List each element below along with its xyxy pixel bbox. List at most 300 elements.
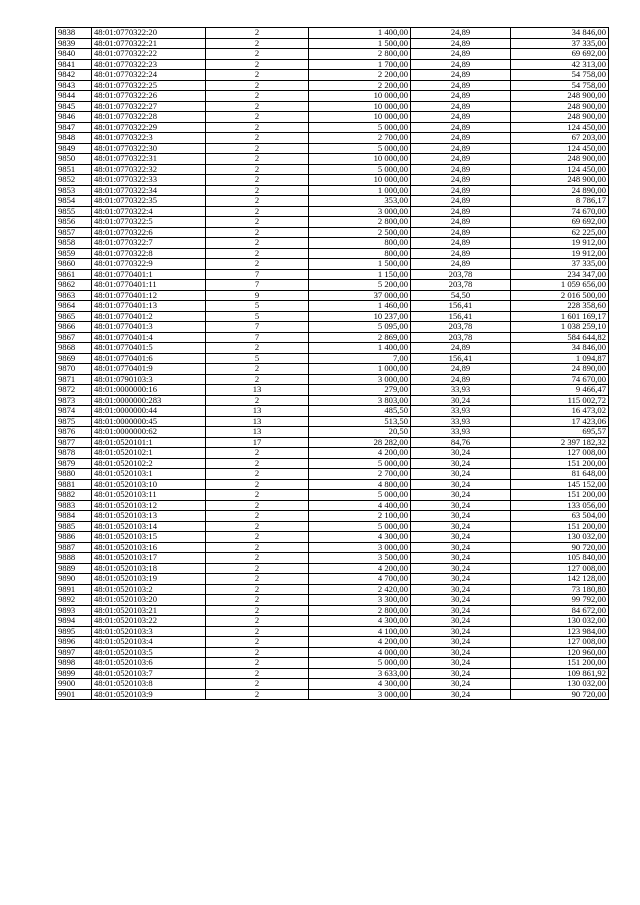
specific-value-cell: 24,89 bbox=[411, 227, 511, 238]
table-row bbox=[56, 248, 609, 259]
category-cell: 2 bbox=[206, 364, 309, 375]
cadastral-number-cell: 48:01:0770322:25 bbox=[92, 80, 206, 91]
cadastral-value-table bbox=[55, 27, 609, 700]
area-cell: 1 500,00 bbox=[309, 38, 411, 49]
area-cell: 2 700,00 bbox=[309, 469, 411, 480]
row-number-cell: 9861 bbox=[56, 269, 92, 280]
table-row bbox=[56, 616, 609, 627]
row-number-cell: 9872 bbox=[56, 385, 92, 396]
row-number-cell: 9880 bbox=[56, 469, 92, 480]
row-number-cell: 9851 bbox=[56, 164, 92, 175]
cadastral-number-cell: 48:01:0520103:13 bbox=[92, 511, 206, 522]
cadastral-number-cell: 48:01:0770401:2 bbox=[92, 311, 206, 322]
cadastral-value-cell: 127 008,00 bbox=[511, 448, 609, 459]
table-row bbox=[56, 553, 609, 564]
area-cell: 37 000,00 bbox=[309, 290, 411, 301]
cadastral-value-cell: 142 128,00 bbox=[511, 574, 609, 585]
row-number-cell: 9850 bbox=[56, 154, 92, 165]
specific-value-cell: 24,89 bbox=[411, 122, 511, 133]
cadastral-value-cell: 127 008,00 bbox=[511, 563, 609, 574]
cadastral-value-cell: 109 861,92 bbox=[511, 668, 609, 679]
cadastral-number-cell: 48:01:0770401:9 bbox=[92, 364, 206, 375]
category-cell: 2 bbox=[206, 112, 309, 123]
cadastral-value-cell: 123 984,00 bbox=[511, 626, 609, 637]
table-row bbox=[56, 605, 609, 616]
specific-value-cell: 24,89 bbox=[411, 164, 511, 175]
cadastral-number-cell: 48:01:0520103:6 bbox=[92, 658, 206, 669]
row-number-cell: 9888 bbox=[56, 553, 92, 564]
cadastral-value-cell: 2 016 500,00 bbox=[511, 290, 609, 301]
category-cell: 2 bbox=[206, 38, 309, 49]
area-cell: 4 300,00 bbox=[309, 532, 411, 543]
row-number-cell: 9901 bbox=[56, 689, 92, 700]
specific-value-cell: 24,89 bbox=[411, 154, 511, 165]
cadastral-number-cell: 48:01:0520103:12 bbox=[92, 500, 206, 511]
specific-value-cell: 30,24 bbox=[411, 458, 511, 469]
category-cell: 5 bbox=[206, 301, 309, 312]
cadastral-number-cell: 48:01:0520103:4 bbox=[92, 637, 206, 648]
area-cell: 3 500,00 bbox=[309, 553, 411, 564]
cadastral-number-cell: 48:01:0520103:17 bbox=[92, 553, 206, 564]
area-cell: 10 000,00 bbox=[309, 101, 411, 112]
category-cell: 7 bbox=[206, 269, 309, 280]
cadastral-value-cell: 248 900,00 bbox=[511, 175, 609, 186]
table-row bbox=[56, 101, 609, 112]
specific-value-cell: 30,24 bbox=[411, 658, 511, 669]
row-number-cell: 9874 bbox=[56, 406, 92, 417]
row-number-cell: 9881 bbox=[56, 479, 92, 490]
table-row bbox=[56, 269, 609, 280]
category-cell: 2 bbox=[206, 689, 309, 700]
area-cell: 2 700,00 bbox=[309, 133, 411, 144]
row-number-cell: 9870 bbox=[56, 364, 92, 375]
area-cell: 1 460,00 bbox=[309, 301, 411, 312]
row-number-cell: 9882 bbox=[56, 490, 92, 501]
category-cell: 2 bbox=[206, 574, 309, 585]
area-cell: 1 000,00 bbox=[309, 185, 411, 196]
table-row bbox=[56, 689, 609, 700]
table-row bbox=[56, 322, 609, 333]
cadastral-number-cell: 48:01:0770322:35 bbox=[92, 196, 206, 207]
area-cell: 2 200,00 bbox=[309, 70, 411, 81]
specific-value-cell: 30,24 bbox=[411, 605, 511, 616]
specific-value-cell: 30,24 bbox=[411, 521, 511, 532]
table-row bbox=[56, 185, 609, 196]
table-row bbox=[56, 658, 609, 669]
cadastral-value-cell: 130 032,00 bbox=[511, 679, 609, 690]
row-number-cell: 9892 bbox=[56, 595, 92, 606]
cadastral-value-cell: 37 335,00 bbox=[511, 259, 609, 270]
table-row bbox=[56, 395, 609, 406]
row-number-cell: 9866 bbox=[56, 322, 92, 333]
specific-value-cell: 24,89 bbox=[411, 112, 511, 123]
category-cell: 2 bbox=[206, 584, 309, 595]
category-cell: 13 bbox=[206, 406, 309, 417]
cadastral-number-cell: 48:01:0520103:3 bbox=[92, 626, 206, 637]
row-number-cell: 9860 bbox=[56, 259, 92, 270]
category-cell: 13 bbox=[206, 427, 309, 438]
row-number-cell: 9843 bbox=[56, 80, 92, 91]
table-row bbox=[56, 59, 609, 70]
specific-value-cell: 33,93 bbox=[411, 406, 511, 417]
cadastral-number-cell: 48:01:0770322:23 bbox=[92, 59, 206, 70]
category-cell: 2 bbox=[206, 542, 309, 553]
table-row bbox=[56, 416, 609, 427]
area-cell: 3 300,00 bbox=[309, 595, 411, 606]
specific-value-cell: 30,24 bbox=[411, 679, 511, 690]
area-cell: 800,00 bbox=[309, 238, 411, 249]
row-number-cell: 9877 bbox=[56, 437, 92, 448]
specific-value-cell: 30,24 bbox=[411, 637, 511, 648]
row-number-cell: 9884 bbox=[56, 511, 92, 522]
row-number-cell: 9864 bbox=[56, 301, 92, 312]
table-row bbox=[56, 479, 609, 490]
category-cell: 5 bbox=[206, 353, 309, 364]
category-cell: 2 bbox=[206, 164, 309, 175]
specific-value-cell: 33,93 bbox=[411, 427, 511, 438]
cadastral-number-cell: 48:01:0520103:15 bbox=[92, 532, 206, 543]
area-cell: 2 800,00 bbox=[309, 605, 411, 616]
cadastral-number-cell: 48:01:0520103:18 bbox=[92, 563, 206, 574]
area-cell: 4 300,00 bbox=[309, 616, 411, 627]
specific-value-cell: 30,24 bbox=[411, 574, 511, 585]
table-row bbox=[56, 626, 609, 637]
category-cell: 2 bbox=[206, 91, 309, 102]
table-row bbox=[56, 647, 609, 658]
area-cell: 5 000,00 bbox=[309, 458, 411, 469]
area-cell: 353,00 bbox=[309, 196, 411, 207]
cadastral-value-cell: 9 466,47 bbox=[511, 385, 609, 396]
cadastral-value-cell: 1 059 656,00 bbox=[511, 280, 609, 291]
specific-value-cell: 30,24 bbox=[411, 584, 511, 595]
table-row bbox=[56, 385, 609, 396]
table-row bbox=[56, 164, 609, 175]
cadastral-number-cell: 48:01:0790103:3 bbox=[92, 374, 206, 385]
row-number-cell: 9839 bbox=[56, 38, 92, 49]
cadastral-value-cell: 145 152,00 bbox=[511, 479, 609, 490]
cadastral-number-cell: 48:01:0520103:8 bbox=[92, 679, 206, 690]
cadastral-number-cell: 48:01:0520101:1 bbox=[92, 437, 206, 448]
cadastral-number-cell: 48:01:0770322:9 bbox=[92, 259, 206, 270]
cadastral-value-cell: 151 200,00 bbox=[511, 490, 609, 501]
cadastral-value-cell: 73 180,80 bbox=[511, 584, 609, 595]
area-cell: 2 800,00 bbox=[309, 49, 411, 60]
table-row bbox=[56, 374, 609, 385]
row-number-cell: 9879 bbox=[56, 458, 92, 469]
area-cell: 3 803,00 bbox=[309, 395, 411, 406]
cadastral-value-cell: 248 900,00 bbox=[511, 101, 609, 112]
cadastral-value-cell: 124 450,00 bbox=[511, 164, 609, 175]
row-number-cell: 9847 bbox=[56, 122, 92, 133]
cadastral-number-cell: 48:01:0520103:21 bbox=[92, 605, 206, 616]
table-row bbox=[56, 154, 609, 165]
specific-value-cell: 24,89 bbox=[411, 364, 511, 375]
cadastral-value-cell: 90 720,00 bbox=[511, 689, 609, 700]
cadastral-value-cell: 1 038 259,10 bbox=[511, 322, 609, 333]
table-row bbox=[56, 521, 609, 532]
row-number-cell: 9894 bbox=[56, 616, 92, 627]
cadastral-number-cell: 48:01:0770322:24 bbox=[92, 70, 206, 81]
row-number-cell: 9887 bbox=[56, 542, 92, 553]
category-cell: 2 bbox=[206, 80, 309, 91]
category-cell: 2 bbox=[206, 458, 309, 469]
cadastral-value-cell: 115 002,72 bbox=[511, 395, 609, 406]
cadastral-value-cell: 99 792,00 bbox=[511, 595, 609, 606]
category-cell: 2 bbox=[206, 647, 309, 658]
category-cell: 2 bbox=[206, 196, 309, 207]
specific-value-cell: 30,24 bbox=[411, 542, 511, 553]
cadastral-value-cell: 248 900,00 bbox=[511, 112, 609, 123]
area-cell: 5 000,00 bbox=[309, 143, 411, 154]
specific-value-cell: 30,24 bbox=[411, 668, 511, 679]
specific-value-cell: 24,89 bbox=[411, 91, 511, 102]
cadastral-number-cell: 48:01:0000000:62 bbox=[92, 427, 206, 438]
table-row bbox=[56, 406, 609, 417]
specific-value-cell: 30,24 bbox=[411, 500, 511, 511]
cadastral-value-cell: 151 200,00 bbox=[511, 521, 609, 532]
table-row bbox=[56, 574, 609, 585]
cadastral-number-cell: 48:01:0000000:45 bbox=[92, 416, 206, 427]
row-number-cell: 9849 bbox=[56, 143, 92, 154]
table-row bbox=[56, 584, 609, 595]
row-number-cell: 9893 bbox=[56, 605, 92, 616]
category-cell: 2 bbox=[206, 143, 309, 154]
cadastral-value-cell: 54 758,00 bbox=[511, 80, 609, 91]
specific-value-cell: 156,41 bbox=[411, 353, 511, 364]
cadastral-number-cell: 48:01:0520102:2 bbox=[92, 458, 206, 469]
row-number-cell: 9859 bbox=[56, 248, 92, 259]
cadastral-number-cell: 48:01:0770401:1 bbox=[92, 269, 206, 280]
table-row bbox=[56, 206, 609, 217]
row-number-cell: 9898 bbox=[56, 658, 92, 669]
category-cell: 2 bbox=[206, 490, 309, 501]
area-cell: 1 400,00 bbox=[309, 343, 411, 354]
cadastral-number-cell: 48:01:0770322:20 bbox=[92, 28, 206, 39]
cadastral-value-cell: 127 008,00 bbox=[511, 637, 609, 648]
cadastral-number-cell: 48:01:0520103:2 bbox=[92, 584, 206, 595]
area-cell: 2 420,00 bbox=[309, 584, 411, 595]
row-number-cell: 9838 bbox=[56, 28, 92, 39]
row-number-cell: 9856 bbox=[56, 217, 92, 228]
area-cell: 1 000,00 bbox=[309, 364, 411, 375]
area-cell: 4 200,00 bbox=[309, 448, 411, 459]
specific-value-cell: 24,89 bbox=[411, 143, 511, 154]
row-number-cell: 9869 bbox=[56, 353, 92, 364]
cadastral-number-cell: 48:01:0770401:3 bbox=[92, 322, 206, 333]
area-cell: 4 100,00 bbox=[309, 626, 411, 637]
row-number-cell: 9875 bbox=[56, 416, 92, 427]
area-cell: 10 000,00 bbox=[309, 112, 411, 123]
cadastral-number-cell: 48:01:0770322:30 bbox=[92, 143, 206, 154]
table-row bbox=[56, 490, 609, 501]
category-cell: 2 bbox=[206, 532, 309, 543]
row-number-cell: 9846 bbox=[56, 112, 92, 123]
row-number-cell: 9852 bbox=[56, 175, 92, 186]
row-number-cell: 9883 bbox=[56, 500, 92, 511]
specific-value-cell: 24,89 bbox=[411, 101, 511, 112]
table-row bbox=[56, 112, 609, 123]
area-cell: 4 300,00 bbox=[309, 679, 411, 690]
category-cell: 2 bbox=[206, 101, 309, 112]
specific-value-cell: 30,24 bbox=[411, 511, 511, 522]
specific-value-cell: 24,89 bbox=[411, 175, 511, 186]
cadastral-value-cell: 124 450,00 bbox=[511, 143, 609, 154]
category-cell: 2 bbox=[206, 227, 309, 238]
cadastral-value-cell: 234 347,00 bbox=[511, 269, 609, 280]
category-cell: 2 bbox=[206, 248, 309, 259]
cadastral-value-cell: 42 313,00 bbox=[511, 59, 609, 70]
row-number-cell: 9858 bbox=[56, 238, 92, 249]
table-row bbox=[56, 637, 609, 648]
specific-value-cell: 30,24 bbox=[411, 563, 511, 574]
category-cell: 7 bbox=[206, 332, 309, 343]
category-cell: 7 bbox=[206, 280, 309, 291]
category-cell: 2 bbox=[206, 343, 309, 354]
specific-value-cell: 24,89 bbox=[411, 259, 511, 270]
specific-value-cell: 203,78 bbox=[411, 269, 511, 280]
area-cell: 28 282,00 bbox=[309, 437, 411, 448]
area-cell: 3 000,00 bbox=[309, 374, 411, 385]
category-cell: 2 bbox=[206, 206, 309, 217]
area-cell: 5 000,00 bbox=[309, 490, 411, 501]
table-row bbox=[56, 437, 609, 448]
specific-value-cell: 84,76 bbox=[411, 437, 511, 448]
cadastral-number-cell: 48:01:0770322:6 bbox=[92, 227, 206, 238]
cadastral-value-cell: 63 504,00 bbox=[511, 511, 609, 522]
cadastral-number-cell: 48:01:0770322:31 bbox=[92, 154, 206, 165]
cadastral-value-cell: 69 692,00 bbox=[511, 49, 609, 60]
area-cell: 10 000,00 bbox=[309, 91, 411, 102]
row-number-cell: 9899 bbox=[56, 668, 92, 679]
row-number-cell: 9841 bbox=[56, 59, 92, 70]
cadastral-value-cell: 34 846,00 bbox=[511, 343, 609, 354]
row-number-cell: 9895 bbox=[56, 626, 92, 637]
specific-value-cell: 33,93 bbox=[411, 416, 511, 427]
table-row bbox=[56, 511, 609, 522]
cadastral-number-cell: 48:01:0000000:44 bbox=[92, 406, 206, 417]
table-row bbox=[56, 364, 609, 375]
cadastral-value-cell: 695,57 bbox=[511, 427, 609, 438]
cadastral-value-cell: 124 450,00 bbox=[511, 122, 609, 133]
table-row bbox=[56, 532, 609, 543]
area-cell: 4 200,00 bbox=[309, 563, 411, 574]
category-cell: 2 bbox=[206, 133, 309, 144]
row-number-cell: 9871 bbox=[56, 374, 92, 385]
specific-value-cell: 24,89 bbox=[411, 238, 511, 249]
cadastral-value-cell: 130 032,00 bbox=[511, 532, 609, 543]
specific-value-cell: 203,78 bbox=[411, 280, 511, 291]
row-number-cell: 9886 bbox=[56, 532, 92, 543]
cadastral-value-cell: 8 786,17 bbox=[511, 196, 609, 207]
category-cell: 2 bbox=[206, 448, 309, 459]
cadastral-number-cell: 48:01:0520103:11 bbox=[92, 490, 206, 501]
row-number-cell: 9891 bbox=[56, 584, 92, 595]
table-row bbox=[56, 70, 609, 81]
table-row bbox=[56, 91, 609, 102]
area-cell: 5 000,00 bbox=[309, 164, 411, 175]
area-cell: 3 000,00 bbox=[309, 206, 411, 217]
cadastral-value-cell: 81 648,00 bbox=[511, 469, 609, 480]
table-row bbox=[56, 143, 609, 154]
cadastral-value-cell: 69 692,00 bbox=[511, 217, 609, 228]
cadastral-value-cell: 62 225,00 bbox=[511, 227, 609, 238]
specific-value-cell: 30,24 bbox=[411, 490, 511, 501]
table-row bbox=[56, 469, 609, 480]
cadastral-number-cell: 48:01:0770322:5 bbox=[92, 217, 206, 228]
cadastral-number-cell: 48:01:0770322:3 bbox=[92, 133, 206, 144]
specific-value-cell: 24,89 bbox=[411, 38, 511, 49]
specific-value-cell: 203,78 bbox=[411, 332, 511, 343]
row-number-cell: 9840 bbox=[56, 49, 92, 60]
category-cell: 2 bbox=[206, 28, 309, 39]
table-row bbox=[56, 448, 609, 459]
table-row bbox=[56, 49, 609, 60]
specific-value-cell: 30,24 bbox=[411, 689, 511, 700]
cadastral-number-cell: 48:01:0770322:22 bbox=[92, 49, 206, 60]
category-cell: 2 bbox=[206, 238, 309, 249]
table-row bbox=[56, 427, 609, 438]
cadastral-value-cell: 1 601 169,17 bbox=[511, 311, 609, 322]
specific-value-cell: 24,89 bbox=[411, 206, 511, 217]
specific-value-cell: 30,24 bbox=[411, 553, 511, 564]
category-cell: 2 bbox=[206, 469, 309, 480]
specific-value-cell: 24,89 bbox=[411, 28, 511, 39]
area-cell: 7,00 bbox=[309, 353, 411, 364]
cadastral-number-cell: 48:01:0770401:6 bbox=[92, 353, 206, 364]
cadastral-value-cell: 105 840,00 bbox=[511, 553, 609, 564]
cadastral-number-cell: 48:01:0520103:19 bbox=[92, 574, 206, 585]
specific-value-cell: 24,89 bbox=[411, 80, 511, 91]
table-row bbox=[56, 332, 609, 343]
table-row bbox=[56, 196, 609, 207]
specific-value-cell: 24,89 bbox=[411, 196, 511, 207]
area-cell: 4 700,00 bbox=[309, 574, 411, 585]
specific-value-cell: 30,24 bbox=[411, 532, 511, 543]
table-row bbox=[56, 122, 609, 133]
specific-value-cell: 24,89 bbox=[411, 185, 511, 196]
category-cell: 9 bbox=[206, 290, 309, 301]
area-cell: 3 000,00 bbox=[309, 542, 411, 553]
category-cell: 2 bbox=[206, 511, 309, 522]
specific-value-cell: 24,89 bbox=[411, 374, 511, 385]
table-row bbox=[56, 563, 609, 574]
cadastral-value-cell: 151 200,00 bbox=[511, 458, 609, 469]
category-cell: 2 bbox=[206, 49, 309, 60]
cadastral-number-cell: 48:01:0520103:14 bbox=[92, 521, 206, 532]
table-row bbox=[56, 238, 609, 249]
cadastral-value-cell: 584 644,82 bbox=[511, 332, 609, 343]
area-cell: 5 095,00 bbox=[309, 322, 411, 333]
row-number-cell: 9855 bbox=[56, 206, 92, 217]
cadastral-number-cell: 48:01:0770322:28 bbox=[92, 112, 206, 123]
row-number-cell: 9867 bbox=[56, 332, 92, 343]
specific-value-cell: 30,24 bbox=[411, 616, 511, 627]
specific-value-cell: 30,24 bbox=[411, 448, 511, 459]
cadastral-number-cell: 48:01:0770322:4 bbox=[92, 206, 206, 217]
specific-value-cell: 30,24 bbox=[411, 595, 511, 606]
area-cell: 10 000,00 bbox=[309, 175, 411, 186]
area-cell: 4 400,00 bbox=[309, 500, 411, 511]
table-row bbox=[56, 301, 609, 312]
row-number-cell: 9848 bbox=[56, 133, 92, 144]
specific-value-cell: 24,89 bbox=[411, 59, 511, 70]
category-cell: 13 bbox=[206, 385, 309, 396]
table-row bbox=[56, 38, 609, 49]
table-row bbox=[56, 542, 609, 553]
category-cell: 17 bbox=[206, 437, 309, 448]
cadastral-number-cell: 48:01:0520103:5 bbox=[92, 647, 206, 658]
area-cell: 1 400,00 bbox=[309, 28, 411, 39]
